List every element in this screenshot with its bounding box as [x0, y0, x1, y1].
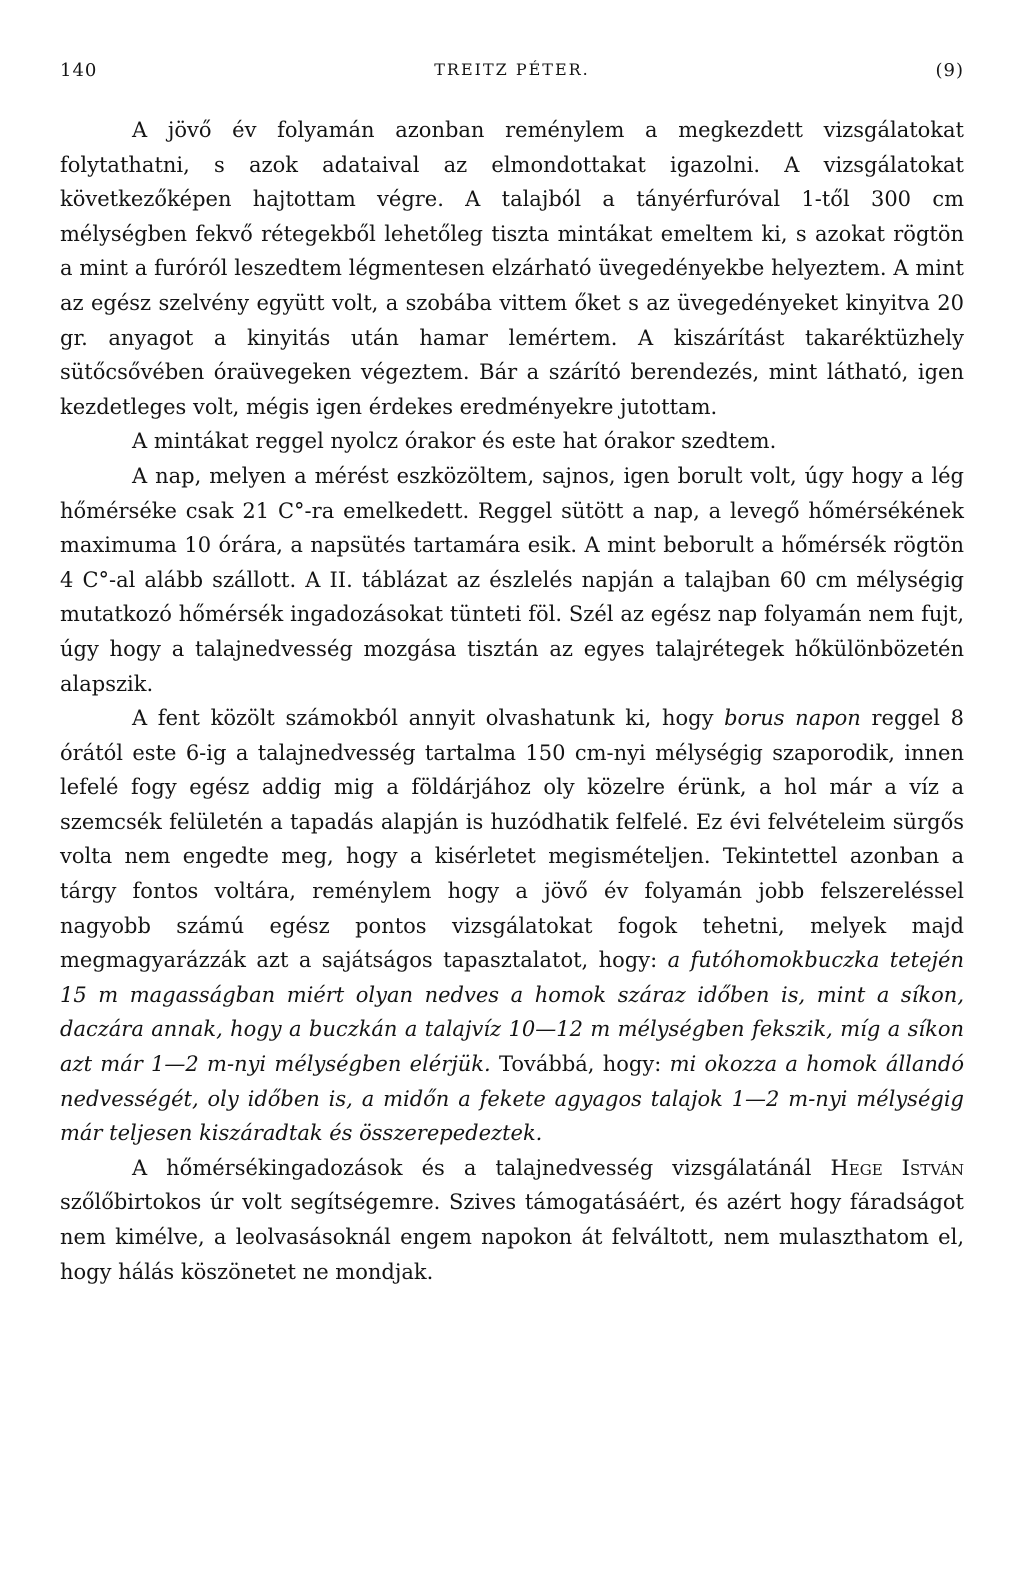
paragraph-1: A jövő év folyamán azonban reménylem a megkezdett vizsgálatokat folytathatni, s azok adataival az elmondottakat igazolni. A vizsgálatokat következőképen hajtottam végre. A talajból a tányérfuróval 1-től 300 cm mélységben fekvő rétegekből lehetőleg tiszta mintákat emeltem ki, s azokat rögtön a mint a furóról leszedtem légmentesen elzárható üvegedényekbe helyeztem. A mint az egész szelvény együtt volt, a szobába vittem őket s az üvegedényeket kinyitva 20 gr. anyagot a kinyitás után hamar lemértem. A kiszárítást takaréktüzhely sütőcsővében óraüvegeken végeztem. Bár a szárító berendezés, mint látható, igen kezdetleges volt, mégis igen érdekes eredményekre jutottam. [60, 118, 964, 419]
paragraph-5-text-1: A hőmérsékingadozások és a talajnedvesség vizsgálatánál [132, 1155, 831, 1180]
paragraph-4-text-3: Továbbá, hogy: [490, 1052, 670, 1077]
body-text [60, 113, 964, 1289]
paragraph-4-italic-2: a futóhomokbuczka tetején 15 m magasságban miért olyan nedves a homok száraz időben is, mint a síkon, daczára annak, hogy a buczkán a talajvíz 10—12 m mélységben fekszik, míg a síkon azt már 1—2 m-nyi mélységben elérjük. [60, 948, 965, 1077]
paragraph-2: A mintákat reggel nyolcz órakor és este hat órakor szedtem. [132, 429, 777, 454]
person-name: Hege István [830, 1155, 964, 1180]
page-header [60, 60, 964, 90]
paragraph-4-italic-1: borus napon [724, 706, 861, 731]
paragraph-5 [60, 1151, 964, 1289]
running-title: TREITZ PÉTER. [434, 60, 590, 79]
paragraph-4-italic-3: mi okozza a homok állandó nedvességét, oly időben is, a midőn a fekete agyagos talajok 1—2 m-nyi mélységig már teljesen kiszáradtak és összerepedeztek. [60, 1052, 965, 1146]
paragraph-4-text-1: A fent közölt számokból annyit olvashatunk ki, hogy [132, 706, 725, 731]
paragraph-3: A nap, melyen a mérést eszközöltem, sajnos, igen borult volt, úgy hogy a lég hőmérséke csak 21 C°-ra emelkedett. Reggel sütött a nap, a levegő hőmérsékének maximuma 10 órára, a napsütés tartamára esik. A mint beborult a hőmérsék rögtön 4 C°-al alább szállott. A II. táblázat az észlelés napján a talajban 60 cm mélységig mutatkozó hőmérsék ingadozásokat tünteti föl. Szél az egész nap folyamán nem fujt, úgy hogy a talajnedvesség mozgása tisztán az egyes talajrétegek hőkülönbözetén alapszik. [60, 463, 964, 696]
paragraph-4-text-2: reggel 8 órától este 6-ig a talajnedvesség tartalma 150 cm-nyi mélységig szaporodik, innen lefelé fogy egész addig mig a földárjához oly közelre érünk, a hol már a víz a szemcsék felületén a tapadás alapján is huzódhatik felfelé. Ez évi felvételeim sürgős volta nem engedte meg, hogy a kisérletet megismételjen. Tekintettel azonban a tárgy fontos voltára, reménylem hogy a jövő év folyamán jobb felszereléssel nagyobb számú egész pontos vizsgálatokat fogok tehetni, melyek majd megmagyarázzák azt a sajátságos tapasztalatot, hogy: [60, 706, 964, 973]
section-number: (9) [935, 60, 964, 81]
paragraph-4 [60, 701, 964, 1151]
paragraph-5-text-2: szőlőbirtokos úr volt segítségemre. Szives támogatásáért, és azért hogy fáradságot nem kimélve, a leolvasásoknál engem napokon át felváltott, nem mulaszthatom el, hogy hálás köszönetet ne mondjak. [60, 1190, 964, 1284]
page-number: 140 [60, 60, 98, 81]
